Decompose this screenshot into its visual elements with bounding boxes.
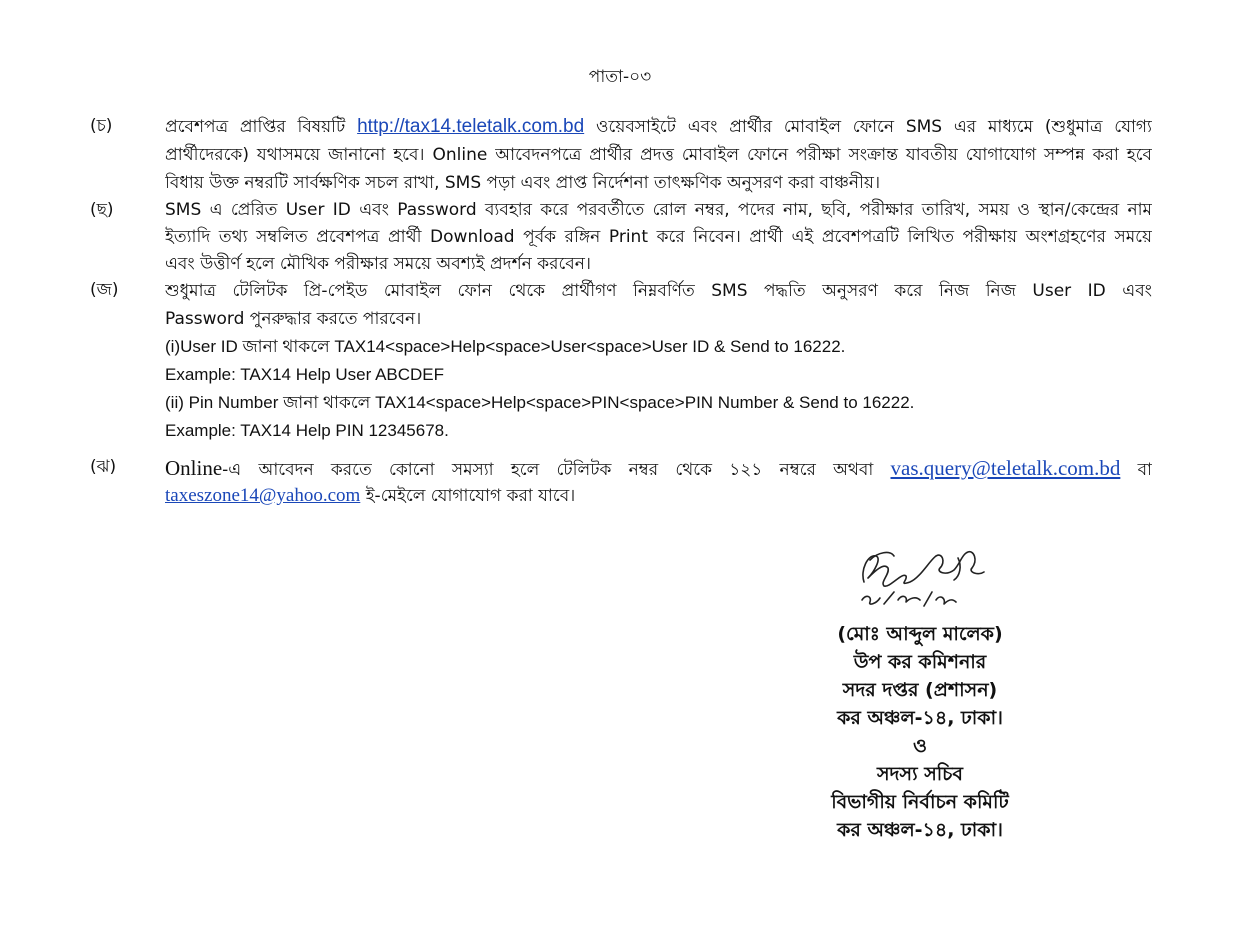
clause-body xyxy=(165,277,1152,445)
clause-line: শুধুমাত্র টেলিটক প্রি-পেইড মোবাইল ফোন থেকে প্রার্থীগণ নিম্নবর্ণিত SMS পদ্ধতি অনুসরণ করে নিজ নিজ User ID এবং xyxy=(165,281,1152,301)
clause-label: (জ) xyxy=(90,280,119,300)
clause-line: প্রার্থীদেরকে) যথাসময়ে জানানো হবে। Online আবেদনপত্রে প্রার্থীর প্রদত্ত মোবাইল ফোনে পরীক্ষা সংক্রান্ত যাবতীয় যোগাযোগ সম্পন্ন করা হবে xyxy=(165,145,1152,165)
clause-line: SMS এ প্রেরিত User ID এবং Password ব্যবহার করে পরবর্তীতে রোল নম্বর, পদের নাম, ছবি, পরীক্ষার তারিখ, সময় ও স্থান/কেন্দ্রের নাম xyxy=(165,200,1152,220)
text-span: ই-মেইলে যোগাযোগ করা যাবে। xyxy=(360,486,576,506)
clause-chha xyxy=(90,197,1152,278)
sms-example-pin: Example: TAX14 Help PIN 12345678. xyxy=(165,421,449,440)
taxeszone-email-link[interactable]: taxeszone14@yahoo.com xyxy=(165,485,361,506)
clause-line: বিধায় উক্ত নম্বরটি সার্বক্ষণিক সচল রাখা, SMS পড়া এবং প্রাপ্ত নির্দেশনা তাৎক্ষণিক অনুসরণ করা বাঞ্চনীয়। xyxy=(165,173,881,193)
vas-query-email-link[interactable]: vas.query@teletalk.com.bd xyxy=(890,456,1121,480)
online-text: Online xyxy=(165,456,223,480)
clause-line: Password পুনরুদ্ধার করতে পারবেন। xyxy=(165,309,422,329)
signatory-name: (মোঃ আব্দুল মালেক) xyxy=(837,623,1003,645)
clause-cha xyxy=(90,113,1152,197)
conjunction: ও xyxy=(913,735,927,757)
signatory-designation: উপ কর কমিশনার xyxy=(853,651,987,673)
sms-format-pin: (ii) Pin Number জানা থাকলে TAX14<space>Help<space>PIN<space>PIN Number & Send to 16222. xyxy=(165,393,915,412)
clause-line: ইত্যাদি তথ্য সম্বলিত প্রবেশপত্র প্রার্থী Download পূর্বক রঙ্গিন Print করে নিবেন। প্রার্থী এই প্রবেশপত্রটি লিখিত পরীক্ষায় অংশগ্রহণের সময়ে xyxy=(165,227,1152,247)
committee-zone: কর অঞ্চল-১৪, ঢাকা। xyxy=(837,819,1003,841)
clause-label: (ছ) xyxy=(90,200,114,220)
member-secretary-title: সদস্য সচিব xyxy=(876,763,964,785)
clause-body xyxy=(165,197,1152,278)
clause-label: (ঝ) xyxy=(90,457,117,477)
clause-body xyxy=(165,113,1152,197)
clause-label: (চ) xyxy=(90,116,113,136)
text-span: প্রবেশপত্র প্রাপ্তির বিষয়টি xyxy=(165,117,358,137)
signature-block xyxy=(800,620,1040,844)
signatory-office: সদর দপ্তর (প্রশাসন) xyxy=(842,679,998,701)
signatory-zone: কর অঞ্চল-১৪, ঢাকা। xyxy=(837,707,1003,729)
clause-line xyxy=(165,482,1152,510)
committee-name: বিভাগীয় নির্বাচন কমিটি xyxy=(831,791,1009,813)
sms-example-user-id: Example: TAX14 Help User ABCDEF xyxy=(165,365,445,384)
clause-jha xyxy=(90,454,1152,510)
tax14-website-link[interactable]: http://tax14.teletalk.com.bd xyxy=(357,116,585,137)
sms-format-user-id: (i)User ID জানা থাকলে TAX14<space>Help<space>User<space>User ID & Send to 16222. xyxy=(165,337,846,356)
clause-line xyxy=(165,454,1152,482)
text-span: -এ আবেদন করতে কোনো সমস্যা হলে টেলিটক নম্বর থেকে ১২১ নম্বরে অথবা xyxy=(222,460,891,480)
clause-line xyxy=(165,113,1152,141)
clause-body xyxy=(165,454,1152,510)
clause-line: এবং উত্তীর্ণ হলে মৌখিক পরীক্ষার সময়ে অবশ্যই প্রদর্শন করবেন। xyxy=(165,254,591,274)
page-number: পাতা-০৩ xyxy=(588,67,652,87)
text-span: বা xyxy=(1120,460,1152,480)
handwritten-signature xyxy=(850,542,990,614)
clause-ja xyxy=(90,277,1152,445)
text-span: ওয়েবসাইটে এবং প্রার্থীর মোবাইল ফোনে SMS এর মাধ্যমে (শুধুমাত্র যোগ্য xyxy=(584,117,1152,137)
